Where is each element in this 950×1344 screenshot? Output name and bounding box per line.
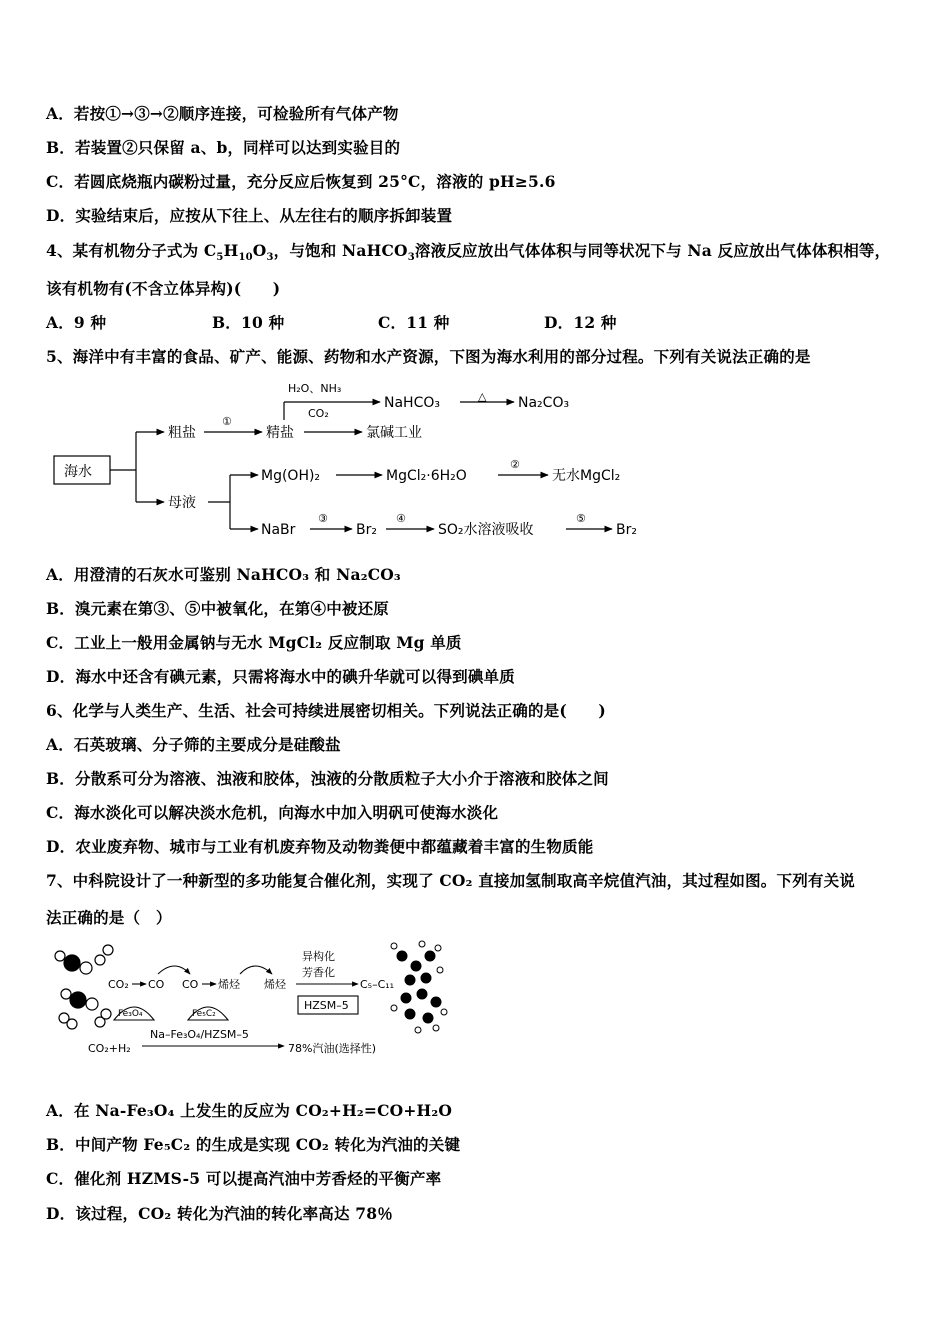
q6-option-b: B．分散系可分为溶液、浊液和胶体，浊液的分散质粒子大小介于溶液和胶体之间 bbox=[46, 769, 609, 788]
seawater-process-diagram bbox=[40, 372, 660, 547]
catalyst-process-diagram bbox=[50, 938, 450, 1063]
overall-product: 78%汽油(选择性) bbox=[288, 1042, 377, 1055]
q3-option-d: D．实验结束后，应按从下往上、从左往右的顺序拆卸装置 bbox=[46, 206, 453, 225]
q5-option-c: C．工业上一般用金属钠与无水 MgCl₂ 反应制取 Mg 单质 bbox=[46, 633, 462, 652]
c5-c11-label: C₅–C₁₁ bbox=[360, 978, 395, 991]
aromatic-molecule-icon bbox=[391, 941, 447, 1033]
q6-option-d: D．农业废弃物、城市与工业有机废弃物及动物粪便中都蕴藏着丰富的生物质能 bbox=[46, 837, 594, 856]
q4-stem-part1: 4、某有机物分子式为 C bbox=[46, 241, 217, 260]
fe3o4-label: Fe₃O₄ bbox=[118, 1009, 143, 1019]
mgcl2-hydrate-label: MgCl₂·6H₂O bbox=[386, 468, 467, 484]
step1-label: ① bbox=[222, 415, 232, 428]
q5-option-a: A．用澄清的石灰水可鉴别 NaHCO₃ 和 Na₂CO₃ bbox=[46, 565, 401, 584]
so2-absorb-label: SO₂水溶液吸收 bbox=[438, 522, 534, 538]
q5-option-d: D．海水中还含有碘元素，只需将海水中的碘升华就可以得到碘单质 bbox=[46, 667, 515, 686]
q3-option-a: A．若按①→③→②顺序连接，可检验所有气体产物 bbox=[46, 104, 399, 123]
fe5c2-label: Fe₅C₂ bbox=[192, 1009, 216, 1019]
br2-label: Br₂ bbox=[356, 522, 377, 538]
mother-liquor-label: 母液 bbox=[168, 495, 196, 511]
step2-label: ② bbox=[510, 458, 520, 471]
hzsm5-label: HZSM–5 bbox=[304, 999, 349, 1012]
overall-catalyst: Na–Fe₃O₄/HZSM–5 bbox=[150, 1028, 249, 1041]
chlor-alkali-label: 氯碱工业 bbox=[366, 425, 422, 441]
isomerization-label: 异构化 bbox=[302, 950, 335, 963]
reagents-h2o-nh3: H₂O、NH₃ bbox=[288, 382, 342, 395]
fine-salt-label: 精盐 bbox=[266, 425, 294, 441]
molecule-cluster-icon bbox=[55, 945, 113, 1029]
olefin-label-1: 烯烃 bbox=[218, 978, 240, 991]
crude-salt-label: 粗盐 bbox=[168, 425, 196, 441]
overall-reactants: CO₂+H₂ bbox=[88, 1042, 131, 1055]
q4-option-a: A．9 种 bbox=[46, 313, 107, 332]
co2-label: CO₂ bbox=[108, 978, 129, 991]
na2co3-label: Na₂CO₃ bbox=[518, 395, 570, 411]
q4-stem-line1: 4、某有机物分子式为 $C_5H_{10}O_3$，与饱和 NaHCO$_3$溶液反应放出气体体积与同等状况下与 Na 反应放出气体体积相等， bbox=[46, 241, 891, 264]
q4-option-d: D．12 种 bbox=[544, 313, 617, 332]
seawater-label: 海水 bbox=[64, 464, 92, 480]
q7-option-b: B．中间产物 Fe₅C₂ 的生成是实现 CO₂ 转化为汽油的关键 bbox=[46, 1135, 461, 1154]
q4-option-b: B．10 种 bbox=[212, 313, 285, 332]
q6-option-c: C．海水淡化可以解决淡水危机，向海水中加入明矾可使海水淡化 bbox=[46, 803, 499, 822]
q4-stem-line2: 该有机物有(不含立体异构)( ) bbox=[46, 279, 281, 298]
co-label: CO bbox=[148, 978, 165, 991]
step4-label: ④ bbox=[396, 512, 406, 525]
q7-option-a: A．在 Na-Fe₃O₄ 上发生的反应为 CO₂+H₂=CO+H₂O bbox=[46, 1101, 453, 1120]
q7-option-c: C．催化剂 HZMS-5 可以提高汽油中芳香烃的平衡产率 bbox=[46, 1169, 442, 1188]
q5-stem: 5、海洋中有丰富的食品、矿产、能源、药物和水产资源，下图为海水利用的部分过程。下列有关说法正确的是 bbox=[46, 347, 811, 366]
q6-option-a: A．石英玻璃、分子筛的主要成分是硅酸盐 bbox=[46, 735, 341, 754]
q6-stem: 6、化学与人类生产、生活、社会可持续进展密切相关。下列说法正确的是( ) bbox=[46, 701, 606, 720]
q7-stem-line2: 法正确的是（ ） bbox=[46, 908, 172, 927]
co-second-label: CO bbox=[182, 978, 199, 991]
q7-stem-line1: 7、中科院设计了一种新型的多功能复合催化剂，实现了 CO₂ 直接加氢制取高辛烷值汽油，其过程如图。下列有关说 bbox=[46, 871, 856, 890]
nabr-label: NaBr bbox=[261, 522, 296, 538]
step3-label: ③ bbox=[318, 512, 328, 525]
nahco3-label: NaHCO₃ bbox=[384, 395, 440, 411]
anhydrous-mgcl2-label: 无水MgCl₂ bbox=[552, 468, 621, 484]
q4-option-c: C．11 种 bbox=[378, 313, 450, 332]
br2-final-label: Br₂ bbox=[616, 522, 637, 538]
q4-stem-part3: 溶液反应放出气体体积与同等状况下与 Na 反应放出气体体积相等， bbox=[414, 241, 891, 260]
q4-stem-part2: ，与饱和 NaHCO bbox=[273, 241, 408, 260]
q3-option-c: C．若圆底烧瓶内碳粉过量，充分反应后恢复到 25°C，溶液的 pH≥5.6 bbox=[46, 172, 556, 191]
heat-symbol: △ bbox=[478, 390, 487, 403]
q4-options bbox=[46, 311, 617, 333]
step5-label: ⑤ bbox=[576, 512, 586, 525]
reagents-co2: CO₂ bbox=[308, 407, 329, 420]
olefin-label-2: 烯烃 bbox=[264, 978, 286, 991]
q7-option-d: D．该过程，CO₂ 转化为汽油的转化率高达 78％ bbox=[46, 1204, 393, 1223]
q5-option-b: B．溴元素在第③、⑤中被氧化，在第④中被还原 bbox=[46, 599, 390, 618]
aromatization-label: 芳香化 bbox=[302, 966, 335, 979]
mgoh2-label: Mg(OH)₂ bbox=[261, 468, 321, 484]
q3-option-b: B．若装置②只保留 a、b，同样可以达到实验目的 bbox=[46, 138, 401, 157]
